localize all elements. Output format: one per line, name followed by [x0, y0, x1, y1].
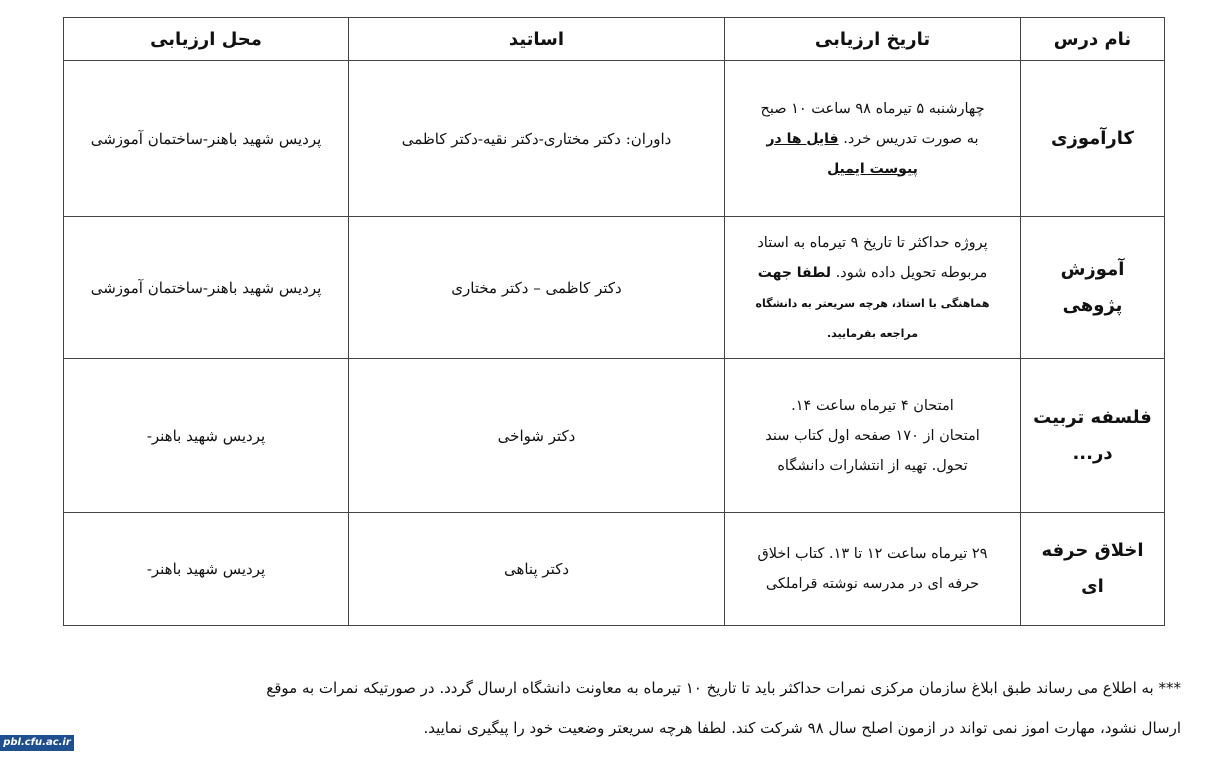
- date-line: امتحان از ۱۷۰ صفحه اول کتاب سند: [765, 427, 980, 444]
- header-course: نام درس: [1021, 18, 1165, 61]
- notice-line-1: *** به اطلاع می رساند طبق ابلاغ سازمان مرکزی نمرات حداکثر باید تا تاریخ ۱۰ تیرماه به معاونت دانشگاه ارسال گردد. در صورتیکه نمرات به موقع: [266, 679, 1181, 697]
- course-name: آموزش پژوهی: [1021, 217, 1165, 359]
- date-line: تحول. تهیه از انتشارات دانشگاه: [777, 457, 968, 474]
- table-row: [64, 513, 1165, 626]
- date-line: امتحان ۴ تیرماه ساعت ۱۴.: [791, 397, 954, 414]
- location: پردیس شهید باهنر-: [64, 359, 349, 513]
- teachers: دکتر کاظمی – دکتر مختاری: [349, 217, 725, 359]
- table-row: [64, 217, 1165, 359]
- notice-line-2: ارسال نشود، مهارت اموز نمی تواند در ازمون اصلح سال ۹۸ شرکت کند. لطفا هرچه سریعتر وضعیت خود را پیگیری نمایید.: [423, 719, 1181, 737]
- location: پردیس شهید باهنر-ساختمان آموزشی: [64, 217, 349, 359]
- course-line: فلسفه تربیت: [1033, 406, 1152, 428]
- header-row: [64, 18, 1165, 61]
- date-line: چهارشنبه ۵ تیرماه ۹۸ ساعت ۱۰ صبح: [760, 100, 985, 117]
- attachment-link[interactable]: پیوست ایمیل: [827, 160, 918, 177]
- table-row: [64, 61, 1165, 217]
- evaluation-date: [725, 359, 1021, 513]
- teachers: دکتر پناهی: [349, 513, 725, 626]
- date-line: حرفه ای در مدرسه نوشته قراملکی: [765, 576, 980, 592]
- course-name: [1021, 359, 1165, 513]
- course-line: در...: [1072, 442, 1113, 464]
- date-line: ۲۹ تیرماه ساعت ۱۲ تا ۱۳. کتاب اخلاق: [757, 546, 988, 562]
- date-small-note: مراجعه بفرمایید.: [826, 326, 919, 340]
- location: پردیس شهید باهنر-: [64, 513, 349, 626]
- course-name: کارآموزی: [1021, 61, 1165, 217]
- date-line: مربوطه تحویل داده شود.: [835, 264, 988, 281]
- attachment-link[interactable]: فایل ها در: [766, 130, 839, 147]
- header-date: تاریخ ارزیابی: [725, 18, 1021, 61]
- site-badge[interactable]: pbl.cfu.ac.ir: [0, 735, 74, 751]
- evaluation-date: [725, 217, 1021, 359]
- course-name: اخلاق حرفه ای: [1021, 513, 1165, 626]
- date-small-note: هماهنگی با استاد، هرچه سریعتر به دانشگاه: [755, 296, 990, 310]
- evaluation-date: [725, 61, 1021, 217]
- teachers: داوران: دکتر مختاری-دکتر نقیه-دکتر کاظمی: [349, 61, 725, 217]
- date-line: به صورت تدریس خرد.: [843, 130, 979, 147]
- header-teachers: اساتید: [349, 18, 725, 61]
- table-row: [64, 359, 1165, 513]
- header-location: محل ارزیابی: [64, 18, 349, 61]
- schedule-table: [63, 17, 1165, 626]
- location: پردیس شهید باهنر-ساختمان آموزشی: [64, 61, 349, 217]
- evaluation-date: [725, 513, 1021, 626]
- date-bold-note: لطفا جهت: [757, 264, 832, 281]
- teachers: دکتر شواخی: [349, 359, 725, 513]
- date-line: پروژه حداکثر تا تاریخ ۹ تیرماه به استاد: [757, 234, 988, 251]
